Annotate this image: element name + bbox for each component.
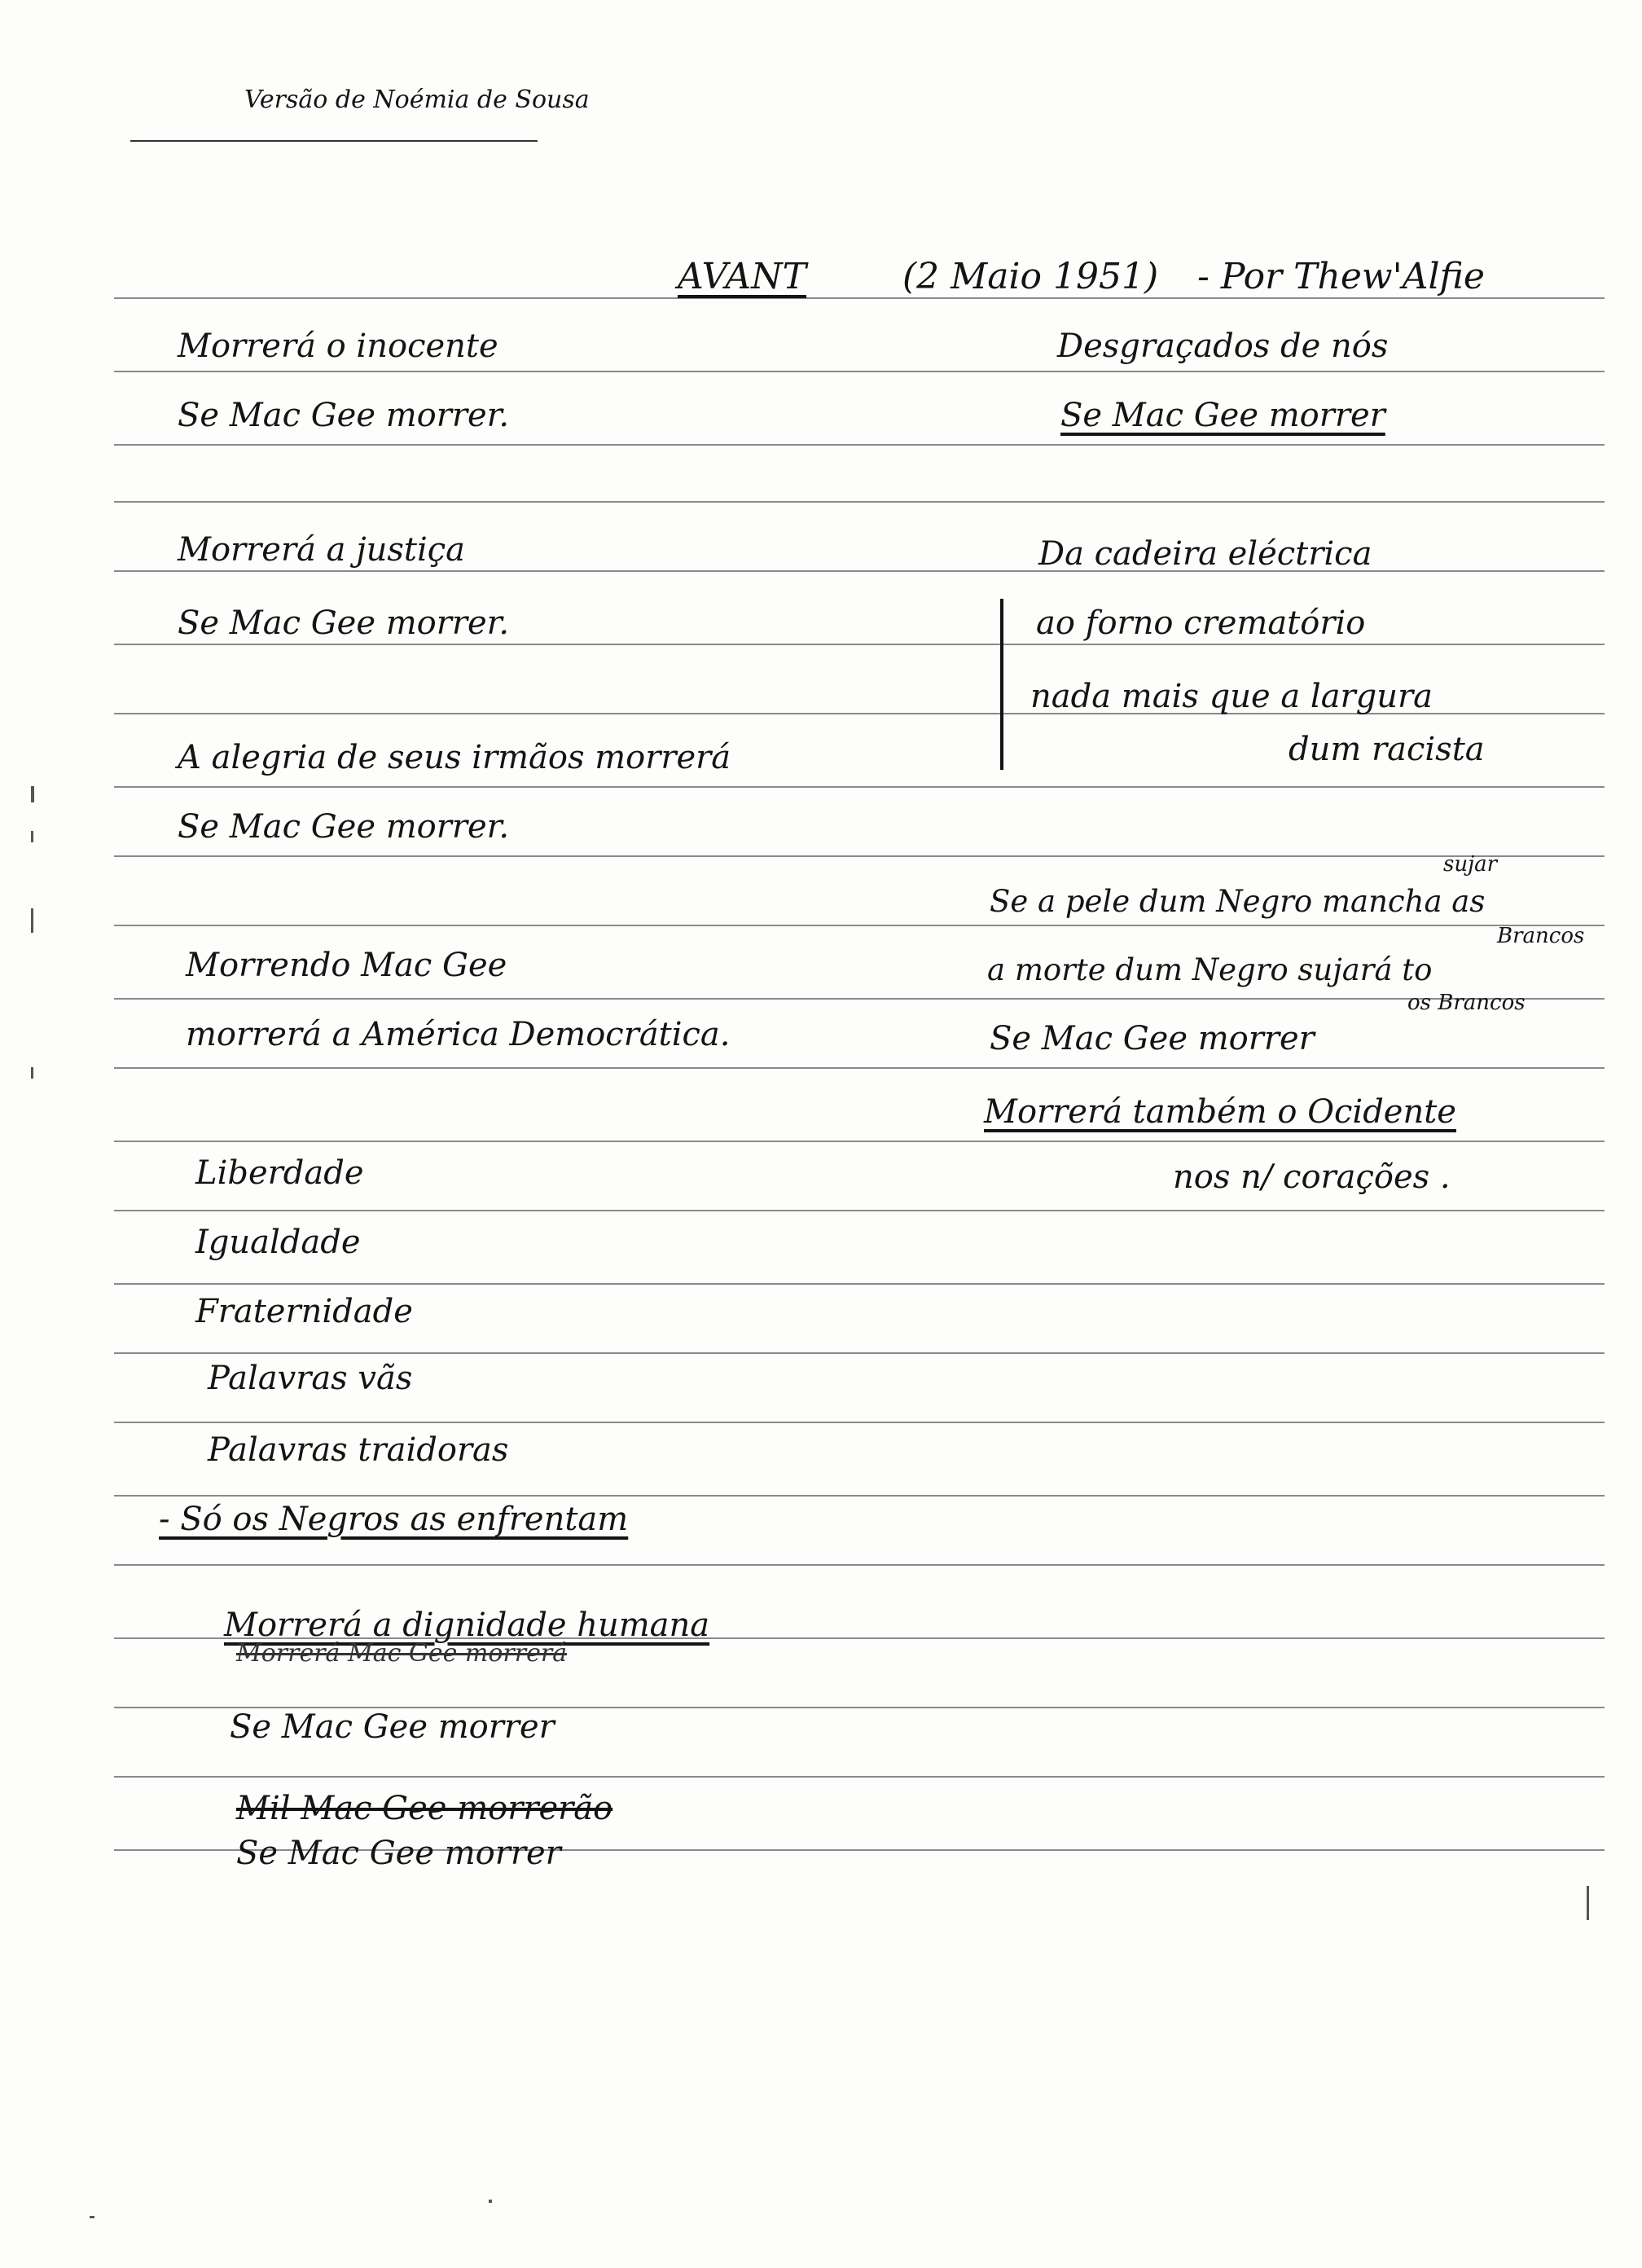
ruled-line: [130, 140, 538, 142]
verse-line: nada mais que a largura: [1030, 678, 1433, 715]
verse-line: Se Mac Gee morrer.: [178, 397, 510, 434]
verse-line: Se Mac Gee morrer.: [178, 808, 510, 846]
verse-line: Se Mac Gee morrer: [236, 1835, 561, 1872]
verse-line: Palavras vãs: [208, 1360, 413, 1397]
ruled-line: [114, 786, 1605, 788]
ruled-line: [114, 1564, 1605, 1566]
ruled-line: [114, 501, 1605, 503]
scan-mark: [31, 1067, 33, 1079]
verse-line: Morrerá também o Ocidente: [984, 1093, 1456, 1131]
ruled-line: [114, 1210, 1605, 1211]
ruled-line: [114, 1495, 1605, 1497]
verse-line: Da cadeira eléctrica: [1038, 535, 1372, 573]
scan-mark: [1587, 1886, 1589, 1920]
scan-mark: [31, 908, 33, 933]
interlinear-insertion: Brancos: [1497, 924, 1585, 948]
ruled-line: [114, 1422, 1605, 1423]
verse-line: - Só os Negros as enfrentam: [159, 1501, 629, 1538]
ruled-line: [114, 570, 1605, 572]
ruled-line: [114, 998, 1605, 1000]
verse-line: Morrerá o inocente: [178, 327, 498, 365]
poem-author: - Por Thew'Alfie: [1197, 256, 1485, 297]
verse-line: Se Mac Gee morrer: [230, 1708, 555, 1746]
ruled-line: [114, 1776, 1605, 1778]
verse-line: a morte dum Negro sujará to: [987, 952, 1433, 987]
ruled-line: [114, 297, 1605, 299]
verse-line: A alegria de seus irmãos morrerá: [178, 739, 731, 776]
ruled-line: [114, 444, 1605, 446]
crossed-out-line: Morrerá Mac Gee morrerá: [236, 1639, 568, 1668]
verse-line: Se Mac Gee morrer: [1060, 397, 1385, 434]
verse-line: morrerá a América Democrática.: [186, 1016, 731, 1053]
interlinear-insertion: os Brancos: [1407, 991, 1526, 1015]
verse-line: Morrerá a dignidade humana: [224, 1606, 710, 1644]
scan-mark: [31, 786, 34, 802]
ruled-line: [114, 1141, 1605, 1142]
poem-date: (2 Maio 1951): [902, 256, 1159, 297]
verse-line: Fraternidade: [195, 1293, 413, 1330]
interlinear-insertion: sujar: [1443, 852, 1498, 877]
ruled-line: [114, 925, 1605, 926]
ruled-line: [114, 1067, 1605, 1069]
verse-line: ao forno crematório: [1036, 604, 1366, 642]
verse-line: Liberdade: [195, 1154, 364, 1192]
verse-line: Se a pele dum Negro mancha as: [990, 884, 1486, 919]
attribution-note: Versão de Noémia de Sousa: [244, 86, 590, 114]
margin-bracket: [1000, 599, 1003, 770]
ruled-line: [114, 644, 1605, 645]
verse-line: Desgraçados de nós: [1057, 327, 1389, 365]
verse-line: Se Mac Gee morrer.: [178, 604, 510, 642]
verse-line: Palavras traidoras: [208, 1431, 509, 1469]
scan-mark: [90, 2216, 94, 2218]
verse-line: Igualdade: [195, 1224, 361, 1261]
poem-title: AVANT: [678, 256, 806, 297]
scan-mark: [489, 2200, 492, 2203]
scan-mark: [31, 831, 33, 842]
verse-line: dum racista: [1289, 731, 1485, 768]
verse-line: nos n/ corações .: [1173, 1158, 1451, 1196]
verse-line: Se Mac Gee morrer: [990, 1020, 1315, 1057]
verse-line: Morrendo Mac Gee: [186, 947, 507, 984]
verse-line: Morrerá a justiça: [178, 531, 466, 569]
crossed-out-line: Mil Mac Gee morrerão: [236, 1790, 613, 1827]
ruled-line: [114, 371, 1605, 372]
ruled-line: [114, 1283, 1605, 1285]
ruled-line: [114, 855, 1605, 857]
ruled-line: [114, 1352, 1605, 1354]
